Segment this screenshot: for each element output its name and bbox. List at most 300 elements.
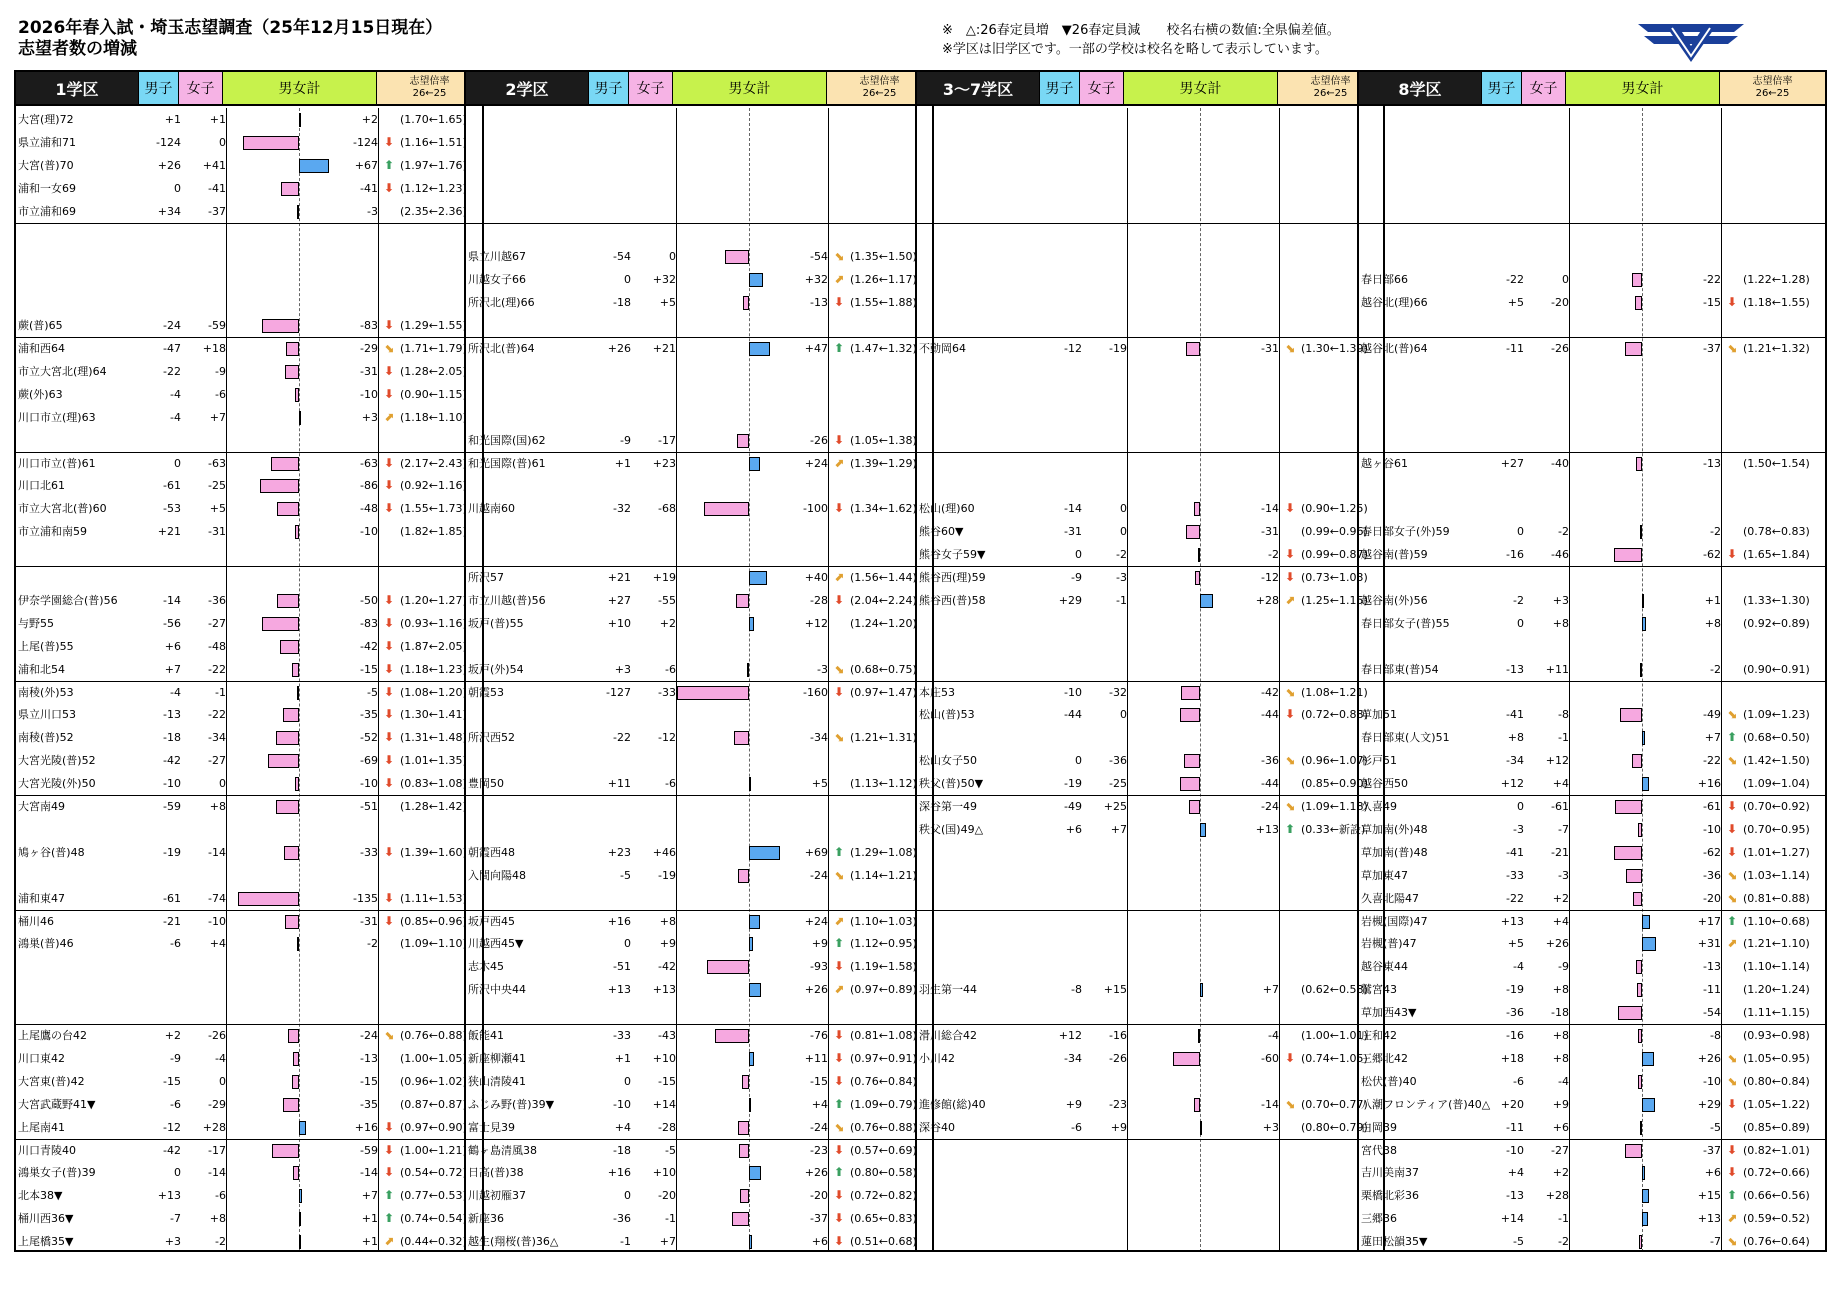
school-name: 大宮光陵(普)52 [18,754,96,768]
arrow-down-icon: ⬇ [834,501,845,516]
total-change: +9 [811,937,828,951]
total-change: +69 [804,845,828,859]
total-change: -22 [1703,754,1721,768]
table-row [917,589,1383,612]
total-change-bar [737,434,749,448]
boys-change: -61 [163,891,181,905]
ratio-change: (1.09←1.18) [1301,800,1368,813]
boys-change: -56 [163,616,181,630]
total-change: +28 [1255,593,1279,607]
school-name: 所沢57 [468,571,504,584]
school-name: 三郷36 [1361,1212,1397,1226]
total-change-bar [299,1189,302,1203]
publisher-logo [1636,18,1746,64]
table-row [917,818,1383,841]
school-name: 松山(理)60 [919,502,975,516]
table-row [466,612,932,635]
table-row [1359,703,1825,726]
table-row [1359,543,1825,566]
total-change-bar [1642,937,1656,951]
total-change: -59 [360,1143,378,1157]
total-change: +32 [804,273,828,287]
girls-change: +3 [1552,593,1569,607]
boys-change: -4 [1513,960,1524,974]
total-change-bar [299,411,301,425]
boys-change: -127 [606,685,631,699]
total-change: -50 [360,593,378,607]
total-change: +24 [804,456,828,470]
table-row [466,337,932,360]
boys-change: +34 [157,204,181,218]
ratio-change: (1.97←1.76) [400,158,467,172]
band-divider [466,223,932,224]
arrow-up-icon: ⬈ [834,455,845,470]
boys-change: -16 [1506,548,1524,562]
total-change-bar [288,1029,299,1043]
boys-change: +13 [157,1189,181,1203]
arrow-down-icon: ⬇ [384,318,395,333]
total-change-bar [734,731,749,745]
girls-change: -9 [1558,960,1569,974]
total-change-bar [715,1029,749,1043]
total-change: -62 [1703,548,1721,562]
total-change-bar [1200,594,1213,608]
boys-change: +27 [607,593,631,607]
total-change: -2 [1710,662,1721,676]
boys-change: 0 [174,456,181,470]
ratio-change: (0.70←0.77) [1301,1097,1368,1111]
total-change: -20 [1703,891,1721,905]
table-row [16,154,482,177]
boys-change: +4 [1507,1166,1524,1180]
boys-change: -5 [620,868,631,882]
school-name: 飯能41 [468,1029,504,1042]
ratio-change: (0.66←0.56) [1743,1189,1810,1203]
total-change: -34 [810,731,828,745]
girls-change: -19 [1109,342,1127,355]
band-divider [16,566,482,567]
total-change: -93 [810,960,828,974]
girls-change: -1 [665,1212,676,1226]
total-change-bar [1186,342,1200,356]
school-name: 豊岡50 [468,777,504,791]
total-change-bar [293,1166,299,1180]
school-name: 朝霞西48 [468,845,515,859]
boys-change: -24 [163,319,181,333]
school-name: 草加51 [1361,708,1397,722]
girls-change: +12 [1545,754,1569,768]
ratio-change: (0.54←0.72) [400,1166,467,1180]
school-name: 秩父(普)50▼ [919,777,984,791]
boys-change: -22 [1506,273,1524,287]
arrow-down-icon: ⬇ [834,1211,845,1226]
table-row [466,978,932,1001]
arrow-up-icon: ⬆ [834,1165,845,1180]
ratio-change: (0.83←1.08) [400,777,467,791]
total-change: +16 [1697,777,1721,791]
arrow-down-icon: ⬊ [1727,867,1738,882]
table-row [917,520,1383,543]
total-change-bar [747,663,749,677]
table-row [1359,589,1825,612]
total-change-bar [1194,1098,1200,1112]
girls-change: +2 [1552,1166,1569,1180]
total-change: -60 [1261,1051,1279,1065]
ratio-change: (1.01←1.27) [1743,845,1810,859]
school-name: 越谷北(理)66 [1361,296,1428,310]
boys-change: -21 [163,914,181,928]
total-change-bar [283,1098,299,1112]
total-change: +1 [361,1212,378,1226]
girls-change: +8 [209,800,226,813]
total-change-bar [271,457,299,471]
girls-change: +21 [652,342,676,355]
school-name: 小川42 [919,1051,955,1065]
table-row [1359,612,1825,635]
school-name: 秩父(国)49△ [919,822,984,836]
girls-change: +1 [209,113,226,126]
school-name: 不動岡64 [919,342,966,355]
arrow-up-icon: ⬈ [1727,936,1738,951]
ratio-change: (0.99←0.87) [1301,548,1368,562]
ratio-change: (1.30←1.41) [400,708,467,722]
total-change: -37 [1703,1143,1721,1157]
total-change: +31 [1697,937,1721,951]
total-change: -14 [360,1166,378,1180]
ratio-change: (1.10←1.03) [850,914,917,928]
boys-change: -124 [156,135,181,149]
girls-change: +32 [652,273,676,287]
arrow-down-icon: ⬊ [1727,1234,1738,1249]
total-change-bar [1642,594,1644,608]
table-row [16,1024,482,1047]
ratio-change: (1.29←1.08) [850,845,917,859]
total-change-bar [742,1075,749,1089]
girls-change: +8 [1552,616,1569,630]
band-divider [1359,566,1825,567]
school-name: 岩槻(普)47 [1361,937,1417,951]
total-change: -23 [810,1143,828,1157]
arrow-down-icon: ⬊ [384,1028,395,1042]
boys-change: -7 [170,1212,181,1226]
table-row [16,131,482,154]
school-name: 川越女子66 [468,273,526,287]
girls-change: -48 [208,639,226,653]
header-ratio-label: 志望倍率 [859,76,900,87]
arrow-down-icon: ⬇ [1285,570,1296,584]
header-ratio-years: 26←25 [1313,88,1348,99]
table-row [1359,1001,1825,1024]
school-name: 越生(翔桜(普)36△ [468,1235,559,1249]
total-change-bar [1642,1166,1645,1180]
arrow-down-icon: ⬇ [384,455,395,470]
total-change-bar [749,937,753,951]
arrow-down-icon: ⬊ [1727,1073,1738,1088]
table-row [1359,887,1825,910]
boys-change: -15 [163,1074,181,1088]
boys-change: +11 [607,777,631,791]
ratio-change: (1.09←1.04) [1743,777,1810,791]
ratio-change: (1.12←0.95) [850,937,917,951]
girls-change: -1 [1558,1212,1569,1226]
total-change: +6 [1704,1166,1721,1180]
boys-change: -41 [1506,845,1524,859]
school-name: 坂戸西45 [468,914,515,928]
ratio-change: (0.92←0.89) [1743,616,1810,630]
total-change-bar [749,617,754,631]
girls-change: -19 [658,868,676,882]
ratio-change: (1.21←1.31) [850,731,917,745]
total-change-bar [295,777,300,791]
arrow-up-icon: ⬆ [1727,730,1738,745]
ratio-change: (0.87←0.87) [400,1097,467,1111]
total-change-bar [1642,1212,1648,1226]
boys-change: -11 [1506,1120,1524,1134]
boys-change: -41 [1506,708,1524,722]
girls-change: -25 [208,479,226,493]
ratio-change: (0.76←0.64) [1743,1235,1810,1249]
ratio-change: (1.56←1.44) [850,571,917,584]
school-name: 川越西45▼ [468,937,524,951]
total-change-bar [1618,1006,1642,1020]
total-change-bar [1635,296,1642,310]
girls-change: +8 [1552,1029,1569,1042]
total-change-bar [749,457,760,471]
boys-change: 0 [1517,616,1524,630]
table-row [16,703,482,726]
arrow-down-icon: ⬇ [384,501,395,516]
table-row [1359,1093,1825,1116]
table-row [466,1024,932,1047]
legend-note-1: ※ △:26春定員増 ▼26春定員減 校名右横の数値:全県偏差値。 [942,23,1340,38]
boys-change: -2 [1513,593,1524,607]
total-change: -13 [1703,456,1721,470]
total-change-bar [243,136,299,150]
girls-change: -1 [215,685,226,699]
total-change: -3 [817,662,828,676]
table-row [16,635,482,658]
girls-change: -22 [208,708,226,722]
ratio-change: (1.39←1.29) [850,456,917,470]
ratio-change: (0.76←0.88) [400,1029,467,1042]
school-name: 日高(普)38 [468,1166,524,1180]
table-row [917,543,1383,566]
total-change: -54 [810,250,828,264]
school-name: 熊谷西(普)58 [919,593,986,607]
school-name: 県立川口53 [18,708,76,722]
table-row [1359,1184,1825,1207]
table-row [466,1207,932,1230]
school-name: 桶川西36▼ [18,1212,74,1226]
total-change: -76 [810,1029,828,1042]
boys-change: -13 [163,708,181,722]
school-name: 杉戸51 [1361,754,1397,768]
girls-change: -1 [1116,593,1127,607]
table-row [16,1161,482,1184]
total-change: -42 [1261,685,1279,699]
total-change: -14 [1261,502,1279,516]
ratio-change: (1.21←1.32) [1743,342,1810,355]
total-change: -12 [1261,571,1279,584]
boys-change: +9 [1065,1097,1082,1111]
boys-change: -5 [1513,1235,1524,1249]
arrow-down-icon: ⬇ [1285,707,1296,722]
total-change-bar [276,800,299,814]
ratio-change: (1.25←1.15) [1301,593,1368,607]
boys-change: +6 [1065,822,1082,836]
total-change-bar [297,205,299,219]
girls-change: -34 [208,731,226,745]
girls-change: -33 [658,685,676,699]
table-row [16,452,482,475]
ratio-change: (1.47←1.32) [850,342,917,355]
total-change-bar [1186,525,1200,539]
ratio-change: (0.96←1.02) [400,1074,467,1088]
table-row [466,681,932,704]
total-change: -100 [803,502,828,516]
table-row [16,1139,482,1162]
school-name: 大宮(普)70 [18,158,74,172]
school-name: 市立川越(普)56 [468,593,546,607]
boys-change: +13 [1500,914,1524,928]
school-name: 岩槻(国際)47 [1361,914,1428,928]
girls-change: -26 [208,1029,226,1042]
arrow-down-icon: ⬇ [834,684,845,699]
ratio-change: (1.28←2.05) [400,364,467,378]
girls-change: 0 [1562,273,1569,287]
total-change-bar [1173,1052,1200,1066]
school-name: 新座36 [468,1212,504,1226]
ratio-change: (2.17←2.43) [400,456,467,470]
band-divider [917,1139,1383,1140]
table-row [1359,1161,1825,1184]
boys-change: -42 [163,754,181,768]
ratio-change: (1.19←1.58) [850,960,917,974]
total-change: -49 [1703,708,1721,722]
total-change-bar [749,915,760,929]
total-change-bar [738,1121,749,1135]
school-name: 春日部女子(普)55 [1361,616,1450,630]
total-change-bar [732,1212,749,1226]
boys-change: -22 [1506,891,1524,905]
arrow-down-icon: ⬊ [1285,684,1296,699]
total-change: -24 [810,868,828,882]
school-name: 草加西43▼ [1361,1006,1417,1020]
ratio-change: (0.92←1.16) [400,479,467,493]
boys-change: +23 [607,845,631,859]
school-name: 和光国際(普)61 [468,456,546,470]
total-change: -24 [810,1120,828,1134]
table-row [1359,291,1825,314]
band-divider [466,795,932,796]
total-change-bar [725,250,749,264]
girls-change: -18 [1551,1006,1569,1020]
total-change-bar [292,1075,299,1089]
header-ratio-years: 26←25 [412,88,447,99]
girls-change: -12 [658,731,676,745]
table-row [16,383,482,406]
table-row [466,658,932,681]
school-name: 春日部東(人文)51 [1361,731,1450,745]
district-panel [1357,70,1827,1252]
arrow-down-icon: ⬇ [834,1073,845,1088]
school-name: 春日部東(普)54 [1361,662,1439,676]
header-ratio-years: 26←25 [1755,88,1790,99]
girls-change: -2 [1558,1235,1569,1249]
boys-change: +1 [614,456,631,470]
panel-header [466,72,932,106]
boys-change: -59 [163,800,181,813]
girls-change: -36 [1109,754,1127,768]
ratio-change: (0.81←1.08) [850,1029,917,1042]
ratio-change: (2.35←2.36) [400,204,467,218]
arrow-down-icon: ⬇ [384,707,395,722]
arrow-down-icon: ⬊ [834,1119,845,1134]
ratio-change: (0.90←1.25) [1301,502,1368,516]
boys-change: +7 [164,662,181,676]
school-name: 越ヶ谷61 [1361,456,1408,470]
school-name: 北本38▼ [18,1189,63,1203]
school-name: 鷲宮43 [1361,983,1397,997]
boys-change: -6 [170,1097,181,1111]
table-row [1359,658,1825,681]
table-row [466,841,932,864]
arrow-up-icon: ⬆ [1727,913,1738,928]
girls-change: -14 [208,1166,226,1180]
boys-change: -18 [163,731,181,745]
boys-change: -32 [613,502,631,516]
table-row [16,1047,482,1070]
school-name: 所沢西52 [468,731,515,745]
total-change: -35 [360,1097,378,1111]
band-divider [1359,223,1825,224]
total-change-bar [749,983,761,997]
total-change-bar [1200,983,1203,997]
girls-change: 0 [1120,525,1127,539]
arrow-down-icon: ⬇ [384,730,395,745]
girls-change: +9 [1110,1120,1127,1134]
girls-change: +2 [1552,891,1569,905]
ratio-change: (0.85←0.96) [400,914,467,928]
boys-change: +5 [1507,296,1524,310]
ratio-change: (0.93←0.98) [1743,1029,1810,1042]
boys-change: -14 [1064,502,1082,516]
arrow-down-icon: ⬊ [1727,707,1738,722]
band-divider [16,223,482,224]
ratio-change: (0.76←0.84) [850,1074,917,1088]
arrow-up-icon: ⬆ [1285,821,1296,836]
arrow-down-icon: ⬇ [1285,547,1296,562]
school-name: 松山(普)53 [919,708,975,722]
table-row [466,1047,932,1070]
table-row [16,887,482,910]
table-row [917,1093,1383,1116]
school-name: 羽生第一44 [919,983,977,997]
arrow-down-icon: ⬇ [1727,821,1738,836]
total-change: -10 [360,525,378,539]
ratio-change: (0.78←0.83) [1743,525,1810,539]
total-change: -86 [360,479,378,493]
table-row [466,452,932,475]
girls-change: -20 [658,1189,676,1203]
total-change-bar [284,846,299,860]
legend-note-2: ※学区は旧学区です。一部の学校は校名を略して表示しています。 [942,42,1328,57]
total-change-bar [749,777,751,791]
school-list [1359,108,1825,1252]
boys-change: -49 [1064,800,1082,813]
ratio-change: (1.10←1.14) [1743,960,1810,974]
ratio-change: (1.10←0.68) [1743,914,1810,928]
